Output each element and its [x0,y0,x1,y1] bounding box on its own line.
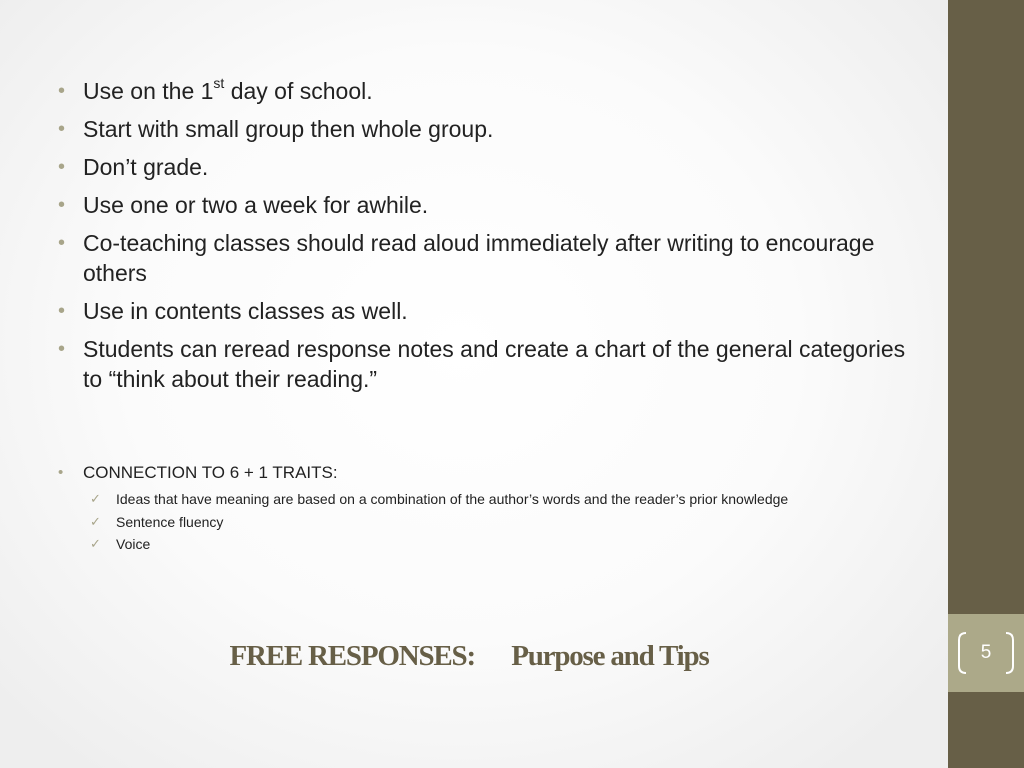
bullet-item: • Start with small group then whole group. [58,114,918,144]
bullet-text: Use on the 1 [83,78,214,104]
trait-item [90,511,918,534]
bullet-text: day of school. [224,78,373,104]
check-mark-icon: ✓ [90,536,101,551]
trait-text: Sentence fluency [116,513,224,530]
trait-item [90,488,918,511]
page-number: 5 [980,642,992,663]
bullet-item: • Co-teaching classes should read aloud immediately after writing to encourage others [58,228,918,288]
bullet-item: • Don’t grade. [58,152,918,182]
connection-heading: • CONNECTION TO 6 + 1 TRAITS: [58,462,918,484]
bullet-item: • Use in contents classes as well. [58,296,918,326]
page-number-frame [956,632,1016,674]
traits-list [58,488,918,556]
ordinal-superscript: st [213,75,225,92]
bullet-item: • Use one or two a week for awhile. [58,190,918,220]
check-mark-icon: ✓ [90,513,101,529]
check-mark-icon: ✓ [90,491,101,506]
trait-text: Ideas that have meaning are based on a combination of the author’s words and the reader’s prior knowledge [116,491,789,507]
bullet-item-first-day [58,76,918,106]
trait-item [90,533,918,556]
connection-section [58,462,918,556]
trait-text: Voice [116,536,151,552]
slide-title: FREE RESPONSES: Purpose and Tips [229,640,709,672]
main-bullet-list [58,76,918,402]
bullet-item: • Students can reread response notes and create a chart of the general categories to “think about their reading.” [58,334,918,394]
